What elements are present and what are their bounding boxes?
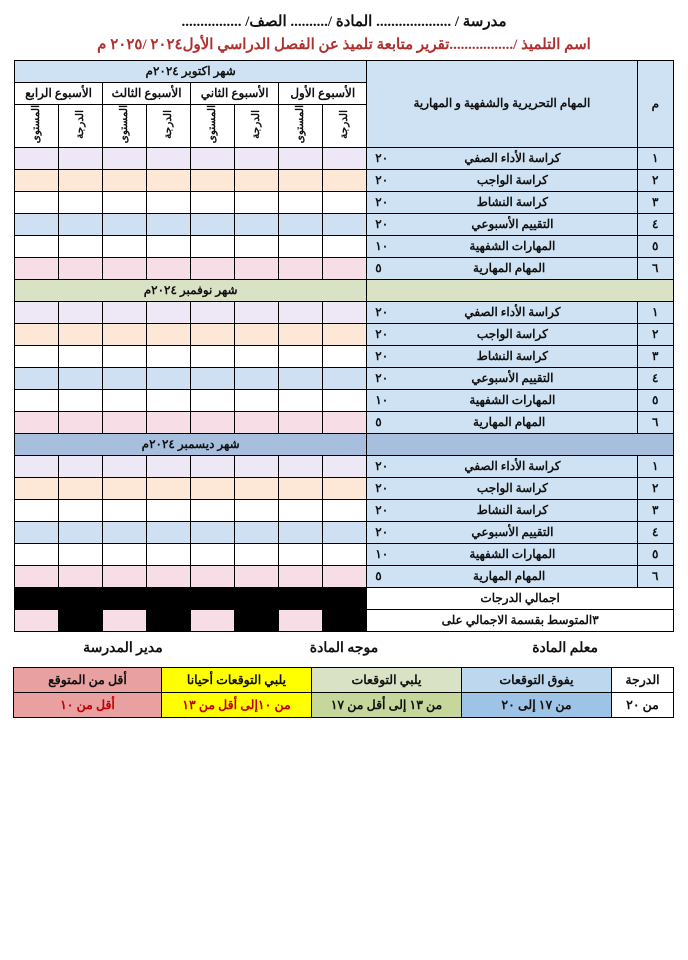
mark-cell[interactable] [15,500,59,522]
blocked-cell [323,588,367,610]
blocked-cell [235,610,279,632]
row-number: ٣ [637,346,673,368]
mark-cell[interactable] [147,544,191,566]
row-number: ١ [637,456,673,478]
mark-cell[interactable] [59,258,103,280]
separator-blank [367,434,674,456]
row-task: ٢٠ كراسة النشاط [367,192,637,214]
mark-cell[interactable] [235,324,279,346]
legend-row-titles [14,668,674,693]
mark-cell[interactable] [103,346,147,368]
mark-cell[interactable] [15,566,59,588]
table-row [15,456,674,478]
row-task: ٢٠ كراسة الأداء الصفي [367,456,637,478]
row-task: ٢٠ التقييم الأسبوعي [367,368,637,390]
mark-cell[interactable] [191,500,235,522]
row-task: ٢٠ كراسة النشاط [367,346,637,368]
header-subcol-grade-w4: الدرجة [59,105,103,148]
header-tasks-title: المهام التحريرية والشفهية و المهارية [367,61,637,148]
row-task: ٢٠ كراسة الواجب [367,170,637,192]
row-number: ٦ [637,412,673,434]
mark-cell[interactable] [323,478,367,500]
mark-cell[interactable] [15,148,59,170]
mark-cell[interactable] [323,412,367,434]
blocked-cell [279,588,323,610]
table-row [15,214,674,236]
header-line-student: اسم التلميذ /.................تقرير متابعة تلميذ عن الفصل الدراسي الأول٢٠٢٤ /٢٠٢٥ م [97,37,591,53]
legend-level-4-title: أقل من المتوقع [14,668,162,693]
mark-cell[interactable] [279,544,323,566]
legend-table [13,667,674,718]
mark-cell[interactable] [15,236,59,258]
mark-cell[interactable] [191,236,235,258]
mark-cell[interactable] [59,346,103,368]
mark-cell[interactable] [235,170,279,192]
mark-cell[interactable] [235,522,279,544]
mark-cell[interactable] [191,214,235,236]
mark-cell[interactable] [103,148,147,170]
header-m: م [637,61,673,148]
table-row [15,346,674,368]
mark-cell[interactable] [279,478,323,500]
mark-cell[interactable] [235,566,279,588]
mark-cell[interactable] [279,192,323,214]
mark-cell[interactable] [191,324,235,346]
mark-cell[interactable] [147,236,191,258]
mark-cell[interactable] [279,346,323,368]
legend-grade-label: الدرجة [612,668,674,693]
row-task: ١٠ المهارات الشفهية [367,390,637,412]
mark-cell[interactable] [103,214,147,236]
mark-cell[interactable] [235,478,279,500]
totals-row-average [15,610,674,632]
signature-row [14,640,674,657]
mark-cell[interactable] [59,544,103,566]
mark-cell[interactable] [235,148,279,170]
mark-cell[interactable] [323,522,367,544]
row-number: ٢ [637,324,673,346]
table-row [15,412,674,434]
mark-cell[interactable] [279,148,323,170]
mark-cell[interactable] [147,390,191,412]
mark-cell[interactable] [103,478,147,500]
mark-cell[interactable] [191,478,235,500]
row-task: ٢٠ كراسة الواجب [367,324,637,346]
row-task: ٢٠ كراسة النشاط [367,500,637,522]
mark-cell[interactable] [15,390,59,412]
mark-cell[interactable] [235,390,279,412]
blocked-cell [147,610,191,632]
mark-cell[interactable] [103,566,147,588]
header-subcol-level-w4: المستوى [15,105,59,148]
report-table [14,60,674,632]
legend-level-1-title: يفوق التوقعات [462,668,612,693]
mark-cell[interactable] [147,500,191,522]
row-task: ٢٠ كراسة الأداء الصفي [367,148,637,170]
mark-cell[interactable] [59,214,103,236]
mark-cell[interactable] [103,236,147,258]
blocked-cell [59,610,103,632]
mark-cell[interactable] [15,302,59,324]
mark-cell[interactable] [147,522,191,544]
mark-cell[interactable] [323,258,367,280]
header-week-2: الأسبوع الثاني [191,83,279,105]
table-row [15,236,674,258]
legend-row-ranges [14,693,674,718]
blocked-cell [191,588,235,610]
mark-cell[interactable] [279,610,323,632]
table-row [15,390,674,412]
mark-cell[interactable] [103,390,147,412]
signature-supervisor: موجه المادة [309,641,379,657]
mark-cell[interactable] [15,456,59,478]
mark-cell[interactable] [59,324,103,346]
row-number: ٦ [637,258,673,280]
header-week-1: الأسبوع الأول [279,83,367,105]
mark-cell[interactable] [191,610,235,632]
mark-cell[interactable] [59,412,103,434]
mark-cell[interactable] [59,368,103,390]
mark-cell[interactable] [147,478,191,500]
mark-cell[interactable] [191,522,235,544]
mark-cell[interactable] [191,566,235,588]
row-number: ٤ [637,368,673,390]
mark-cell[interactable] [279,324,323,346]
header-month-november: شهر نوفمبر ٢٠٢٤م [15,280,367,302]
mark-cell[interactable] [59,566,103,588]
table-row [15,302,674,324]
mark-cell[interactable] [15,478,59,500]
mark-cell[interactable] [103,170,147,192]
mark-cell[interactable] [147,214,191,236]
row-task: ٢٠ التقييم الأسبوعي [367,522,637,544]
row-number: ١ [637,148,673,170]
mark-cell[interactable] [279,214,323,236]
row-number: ٥ [637,544,673,566]
mark-cell[interactable] [191,412,235,434]
mark-cell[interactable] [15,368,59,390]
mark-cell[interactable] [147,324,191,346]
mark-cell[interactable] [59,192,103,214]
blocked-cell [103,588,147,610]
mark-cell[interactable] [103,456,147,478]
blocked-cell [147,588,191,610]
mark-cell[interactable] [59,456,103,478]
mark-cell[interactable] [103,412,147,434]
mark-cell[interactable] [147,368,191,390]
mark-cell[interactable] [279,566,323,588]
mark-cell[interactable] [279,258,323,280]
row-number: ٦ [637,566,673,588]
month-separator-december [15,434,674,456]
signature-principal: مدير المدرسة [83,641,163,657]
mark-cell[interactable] [59,478,103,500]
mark-cell[interactable] [235,192,279,214]
mark-cell[interactable] [191,544,235,566]
mark-cell[interactable] [103,522,147,544]
mark-cell[interactable] [323,236,367,258]
row-task: ٢٠ كراسة الواجب [367,478,637,500]
mark-cell[interactable] [323,456,367,478]
mark-cell[interactable] [147,412,191,434]
blocked-cell [59,588,103,610]
legend-level-2-range: من ١٣ إلى أقل من ١٧ [312,693,462,718]
mark-cell[interactable] [279,236,323,258]
blocked-cell [15,588,59,610]
row-task: ١٠ المهارات الشفهية [367,544,637,566]
table-row [15,566,674,588]
mark-cell[interactable] [323,500,367,522]
table-row [15,544,674,566]
row-task: ٥ المهام المهارية [367,412,637,434]
row-number: ٣ [637,500,673,522]
header-subcol-level-w1: المستوى [279,105,323,148]
mark-cell[interactable] [191,258,235,280]
mark-cell[interactable] [235,214,279,236]
mark-cell[interactable] [59,148,103,170]
mark-cell[interactable] [235,368,279,390]
mark-cell[interactable] [191,170,235,192]
legend-level-4-range: أقل من ١٠ [14,693,162,718]
mark-cell[interactable] [15,610,59,632]
table-row [15,522,674,544]
table-row [15,478,674,500]
row-number: ٥ [637,236,673,258]
mark-cell[interactable] [323,324,367,346]
mark-cell[interactable] [103,610,147,632]
mark-cell[interactable] [103,258,147,280]
legend-level-1-range: من ١٧ إلى ٢٠ [462,693,612,718]
table-row [15,148,674,170]
legend-level-3-range: من ١٠إلى أقل من ١٣ [162,693,312,718]
mark-cell[interactable] [147,346,191,368]
row-number: ٢ [637,170,673,192]
mark-cell[interactable] [323,302,367,324]
header-subcol-grade-w1: الدرجة [323,105,367,148]
row-number: ٤ [637,214,673,236]
table-header-row-1 [15,61,674,83]
mark-cell[interactable] [279,456,323,478]
table-row [15,500,674,522]
mark-cell[interactable] [235,412,279,434]
blocked-cell [323,610,367,632]
mark-cell[interactable] [15,214,59,236]
row-task: ٥ المهام المهارية [367,258,637,280]
totals-row-sum [15,588,674,610]
table-row [15,192,674,214]
mark-cell[interactable] [103,302,147,324]
header-month-december: شهر ديسمبر ٢٠٢٤م [15,434,367,456]
legend-level-3-title: يلبي التوقعات أحيانا [162,668,312,693]
mark-cell[interactable] [279,170,323,192]
mark-cell[interactable] [323,544,367,566]
row-number: ٣ [637,192,673,214]
row-number: ٥ [637,390,673,412]
row-task: ٥ المهام المهارية [367,566,637,588]
mark-cell[interactable] [279,522,323,544]
mark-cell[interactable] [147,566,191,588]
header-month-october: شهر اكتوبر ٢٠٢٤م [15,61,367,83]
totals-sum-label: اجمالي الدرجات [367,588,674,610]
signature-teacher: معلم المادة [532,641,598,657]
blocked-cell [235,588,279,610]
mark-cell[interactable] [279,412,323,434]
mark-cell[interactable] [59,236,103,258]
header-subcol-level-w2: المستوى [191,105,235,148]
mark-cell[interactable] [103,324,147,346]
mark-cell[interactable] [147,148,191,170]
mark-cell[interactable] [235,500,279,522]
mark-cell[interactable] [147,456,191,478]
mark-cell[interactable] [191,148,235,170]
row-number: ٤ [637,522,673,544]
row-number: ١ [637,302,673,324]
mark-cell[interactable] [235,544,279,566]
mark-cell[interactable] [235,258,279,280]
mark-cell[interactable] [59,500,103,522]
mark-cell[interactable] [15,324,59,346]
mark-cell[interactable] [147,192,191,214]
mark-cell[interactable] [15,346,59,368]
table-row [15,368,674,390]
mark-cell[interactable] [235,236,279,258]
mark-cell[interactable] [323,368,367,390]
mark-cell[interactable] [235,346,279,368]
mark-cell[interactable] [323,566,367,588]
mark-cell[interactable] [323,390,367,412]
mark-cell[interactable] [103,500,147,522]
mark-cell[interactable] [279,390,323,412]
mark-cell[interactable] [191,346,235,368]
legend-level-2-title: يلبي التوقعات [312,668,462,693]
mark-cell[interactable] [323,170,367,192]
mark-cell[interactable] [323,346,367,368]
mark-cell[interactable] [235,456,279,478]
mark-cell[interactable] [147,302,191,324]
mark-cell[interactable] [103,544,147,566]
mark-cell[interactable] [15,192,59,214]
header-week-4: الأسبوع الرابع [15,83,103,105]
mark-cell[interactable] [323,192,367,214]
mark-cell[interactable] [59,390,103,412]
month-separator-november [15,280,674,302]
header-subcol-level-w3: المستوى [103,105,147,148]
row-task: ٢٠ كراسة الأداء الصفي [367,302,637,324]
table-row [15,170,674,192]
mark-cell[interactable] [15,412,59,434]
mark-cell[interactable] [147,170,191,192]
mark-cell[interactable] [59,522,103,544]
table-row [15,324,674,346]
mark-cell[interactable] [103,368,147,390]
mark-cell[interactable] [15,258,59,280]
mark-cell[interactable] [191,192,235,214]
header-week-3: الأسبوع الثالث [103,83,191,105]
mark-cell[interactable] [15,170,59,192]
mark-cell[interactable] [191,456,235,478]
mark-cell[interactable] [147,258,191,280]
separator-blank [367,280,674,302]
mark-cell[interactable] [279,500,323,522]
row-task: ١٠ المهارات الشفهية [367,236,637,258]
header-subcol-grade-w2: الدرجة [235,105,279,148]
mark-cell[interactable] [323,148,367,170]
mark-cell[interactable] [103,192,147,214]
row-task: ٢٠ التقييم الأسبوعي [367,214,637,236]
mark-cell[interactable] [15,522,59,544]
mark-cell[interactable] [323,214,367,236]
mark-cell[interactable] [59,302,103,324]
mark-cell[interactable] [191,368,235,390]
legend-grade-value: من ٢٠ [612,693,674,718]
totals-avg-label: ٣المتوسط بقسمة الاجمالي على [367,610,674,632]
row-number: ٢ [637,478,673,500]
mark-cell[interactable] [279,302,323,324]
mark-cell[interactable] [279,368,323,390]
header-line-school: مدرسة / .................... المادة /.......... الصف/ ................ [181,14,507,30]
table-row [15,258,674,280]
mark-cell[interactable] [59,170,103,192]
mark-cell[interactable] [235,302,279,324]
mark-cell[interactable] [15,544,59,566]
header-subcol-grade-w3: الدرجة [147,105,191,148]
mark-cell[interactable] [191,302,235,324]
mark-cell[interactable] [191,390,235,412]
